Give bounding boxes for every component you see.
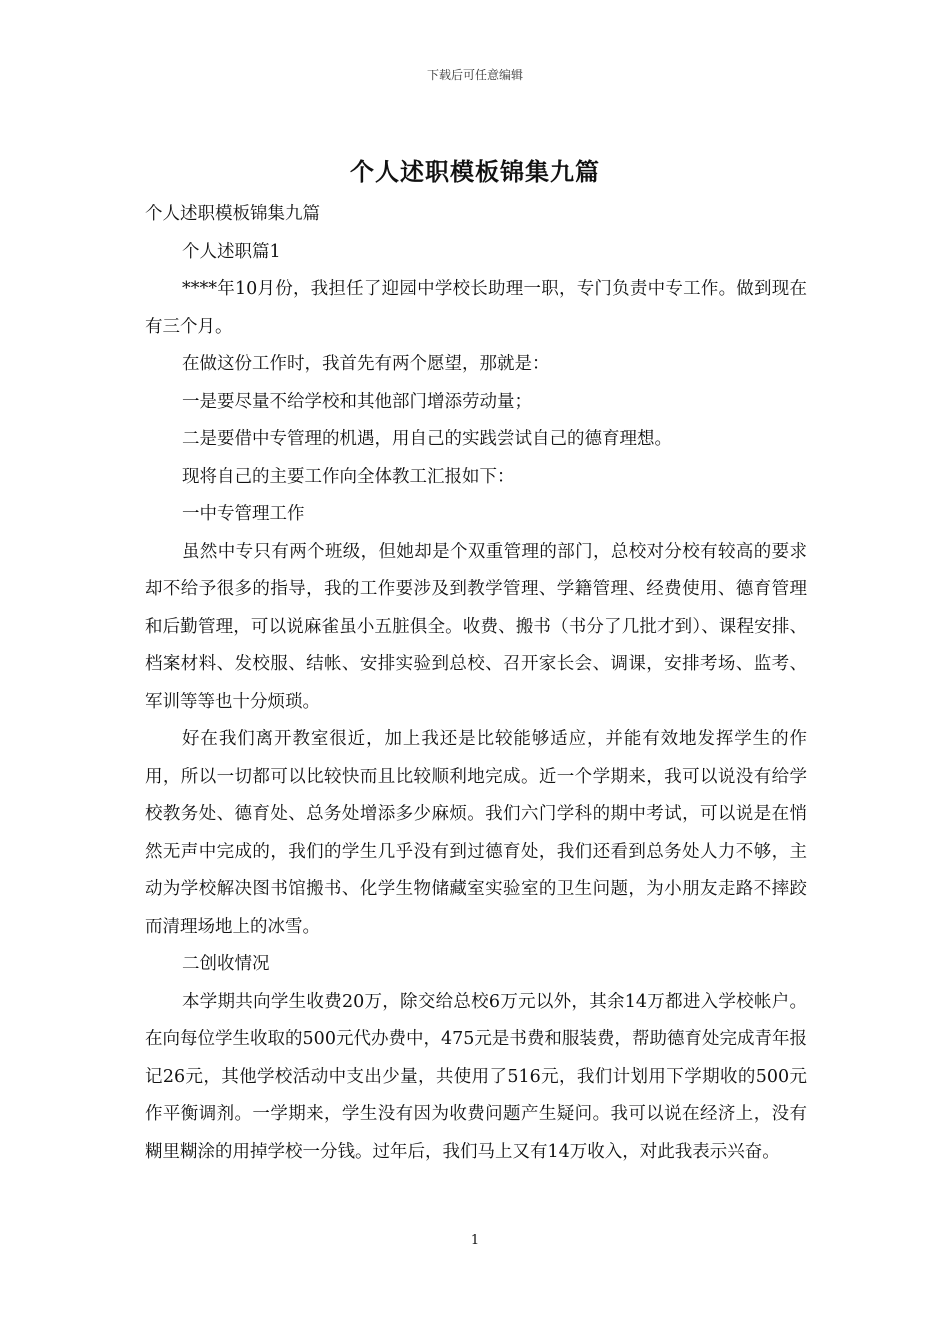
- document-body: [145, 196, 807, 1171]
- paragraph: 虽然中专只有两个班级，但她却是个双重管理的部门，总校对分校有较高的要求却不给予很多的指导，我的工作要涉及到教学管理、学籍管理、经费使用、德育管理和后勤管理，可以说麻雀虽小五脏俱全。收费、搬书（书分了几批才到）、课程安排、档案材料、发校服、结帐、安排实验到总校、召开家长会、调课，安排考场、监考、军训等等也十分烦琐。: [145, 541, 807, 712]
- paragraph: 现将自己的主要工作向全体教工汇报如下：: [182, 466, 515, 487]
- page-number: 1: [470, 1233, 480, 1248]
- paragraph: 二是要借中专管理的机遇，用自己的实践尝试自己的德育理想。: [182, 429, 672, 449]
- paragraph: 在做这份工作时，我首先有两个愿望，那就是：: [182, 354, 550, 374]
- document-title: 个人述职模板锦集九篇: [350, 157, 600, 186]
- paragraph: 一是要尽量不给学校和其他部门增添劳动量；: [182, 391, 532, 412]
- section-heading: 一中专管理工作: [182, 504, 305, 524]
- header-note: 下载后可任意编辑: [426, 68, 523, 82]
- paragraph: 本学期共向学生收费20万，除交给总校6万元以外，其余14万都进入学校帐户。在向每位学生收取的500元代办费中，475元是书费和服装费，帮助德育处完成青年报记26元，其他学校活动中支出少量，共使用了516元，我们计划用下学期收的500元作平衡调剂。一学期来，学生没有因为收费问题产生疑问。我可以说在经济上，没有糊里糊涂的用掉学校一分钱。过年后，我们马上又有14万收入，对此我表示兴奋。: [145, 991, 807, 1162]
- paragraph: ****年10月份，我担任了迎园中学校长助理一职，专门负责中专工作。做到现在有三个月。: [145, 279, 807, 337]
- paragraph: 个人述职模板锦集九篇: [145, 204, 320, 224]
- paragraph: 好在我们离开教室很近，加上我还是比较能够适应，并能有效地发挥学生的作用，所以一切都可以比较快而且比较顺利地完成。近一个学期来，我可以说没有给学校教务处、德育处、总务处增添多少麻烦。我们六门学科的期中考试，可以说是在悄然无声中完成的，我们的学生几乎没有到过德育处，我们还看到总务处人力不够，主动为学校解决图书馆搬书、化学生物储藏室实验室的卫生问题，为小朋友走路不摔跤而清理场地上的冰雪。: [145, 729, 807, 937]
- section-heading: 二创收情况: [182, 954, 270, 974]
- section-heading: 个人述职篇1: [182, 241, 281, 262]
